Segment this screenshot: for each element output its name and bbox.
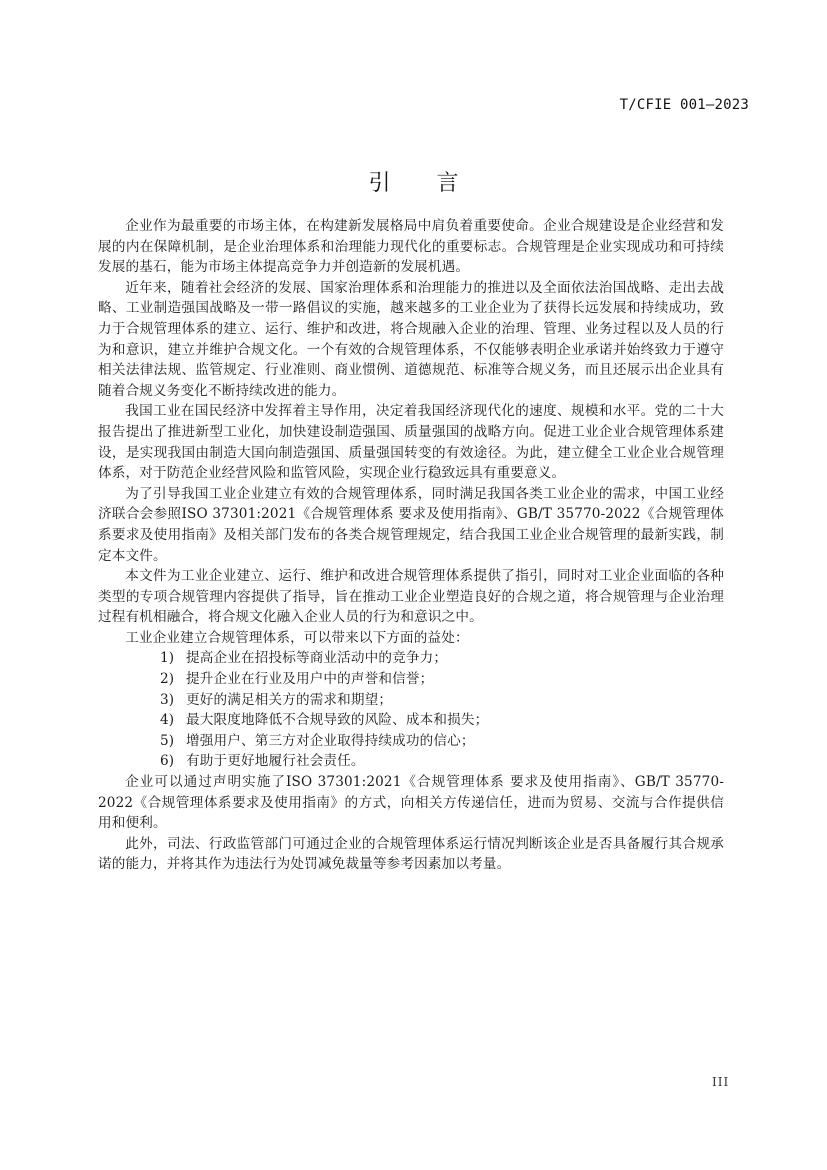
list-number: 6) [160,753,175,770]
paragraph: 为了引导我国工业企业建立有效的合规管理体系，同时满足我国各类工业企业的需求，中国工业经济联合会参照ISO 37301:2021《合规管理体系 要求及使用指南》、GB/T 35770-2022《合规管理体系要求及使用指南》及相关部门发布的各类合规管理规定，结合我国工业企业合规管理的最新实践，制定本文件。 [98,485,724,564]
list-item [160,669,724,690]
title-char-2: 言 [436,171,459,196]
list-number: 3) [160,691,175,708]
list-item [160,690,724,711]
list-text: 更好的满足相关方的需求和期望； [186,691,393,708]
introduction-body [98,216,724,875]
list-item [160,710,724,731]
list-text: 有助于更好地履行社会责任。 [186,753,365,770]
paragraph: 本文件为工业企业建立、运行、维护和改进合规管理体系提供了指引，同时对工业企业面临的各种类型的专项合规管理内容提供了指导，旨在推动工业企业塑造良好的合规之道，将合规管理与企业治理过程有机相融合，将合规文化融入企业人员的行为和意识之中。 [98,568,724,626]
title-char-1: 引 [368,171,391,196]
paragraph: 此外，司法、行政监管部门可通过企业的合规管理体系运行情况判断该企业是否具备履行其合规承诺的能力，并将其作为违法行为处罚减免裁量等参考因素加以考量。 [98,835,724,873]
list-item [160,751,724,772]
benefits-list [98,648,724,772]
page-number: III [712,1075,730,1089]
list-text: 增强用户、第三方对企业取得持续成功的信心； [186,732,475,749]
paragraph: 工业企业建立合规管理体系，可以带来以下方面的益处： [125,629,469,646]
list-item [160,648,724,669]
paragraph: 企业可以通过声明实施了ISO 37301:2021《合规管理体系 要求及使用指南》、GB/T 35770-2022《合规管理体系要求及使用指南》的方式，向相关方传递信任，进而为贸易、交流与合作提供信用和便利。 [98,774,724,832]
list-number: 2) [160,671,175,688]
paragraph: 我国工业在国民经济中发挥着主导作用，决定着我国经济现代化的速度、规模和水平。党的二十大报告提出了推进新型工业化，加快建设制造强国、质量强国的战略方向。促进工业企业合规管理体系建设，是实现我国由制造大国向制造强国、质量强国转变的有效途径。为此，建立健全工业企业合规管理体系，对于防范企业经营风险和监管风险，实现企业行稳致远具有重要意义。 [98,403,724,482]
list-text: 提高企业在招投标等商业活动中的竞争力； [186,650,448,667]
list-text: 最大限度地降低不合规导致的风险、成本和损失； [186,712,489,729]
page-title [0,166,827,197]
list-number: 5) [160,732,175,749]
paragraph: 企业作为最重要的市场主体，在构建新发展格局中肩负着重要使命。企业合规建设是企业经营和发展的内在保障机制，是企业治理体系和治理能力现代化的重要标志。合规管理是企业实现成功和可持续发展的基石，能为市场主体提高竞争力并创造新的发展机遇。 [98,218,724,276]
paragraph: 近年来，随着社会经济的发展、国家治理体系和治理能力的推进以及全面依法治国战略、走出去战略、工业制造强国战略及一带一路倡议的实施，越来越多的工业企业为了获得长远发展和持续成功，致力于合规管理体系的建立、运行、维护和改进，将合规融入企业的治理、管理、业务过程以及人员的行为和意识，建立并维护合规文化。一个有效的合规管理体系，不仅能够表明企业承诺并始终致力于遵守相关法律法规、监管规定、行业准则、商业惯例、道德规范、标准等合规义务，而且还展示出企业具有随着合规义务变化不断持续改进的能力。 [98,279,724,399]
list-number: 4) [160,712,175,729]
list-number: 1) [160,650,175,667]
list-text: 提升企业在行业及用户中的声誉和信誉； [186,671,434,688]
document-code: T/CFIE 001—2023 [619,97,749,113]
list-item [160,731,724,752]
